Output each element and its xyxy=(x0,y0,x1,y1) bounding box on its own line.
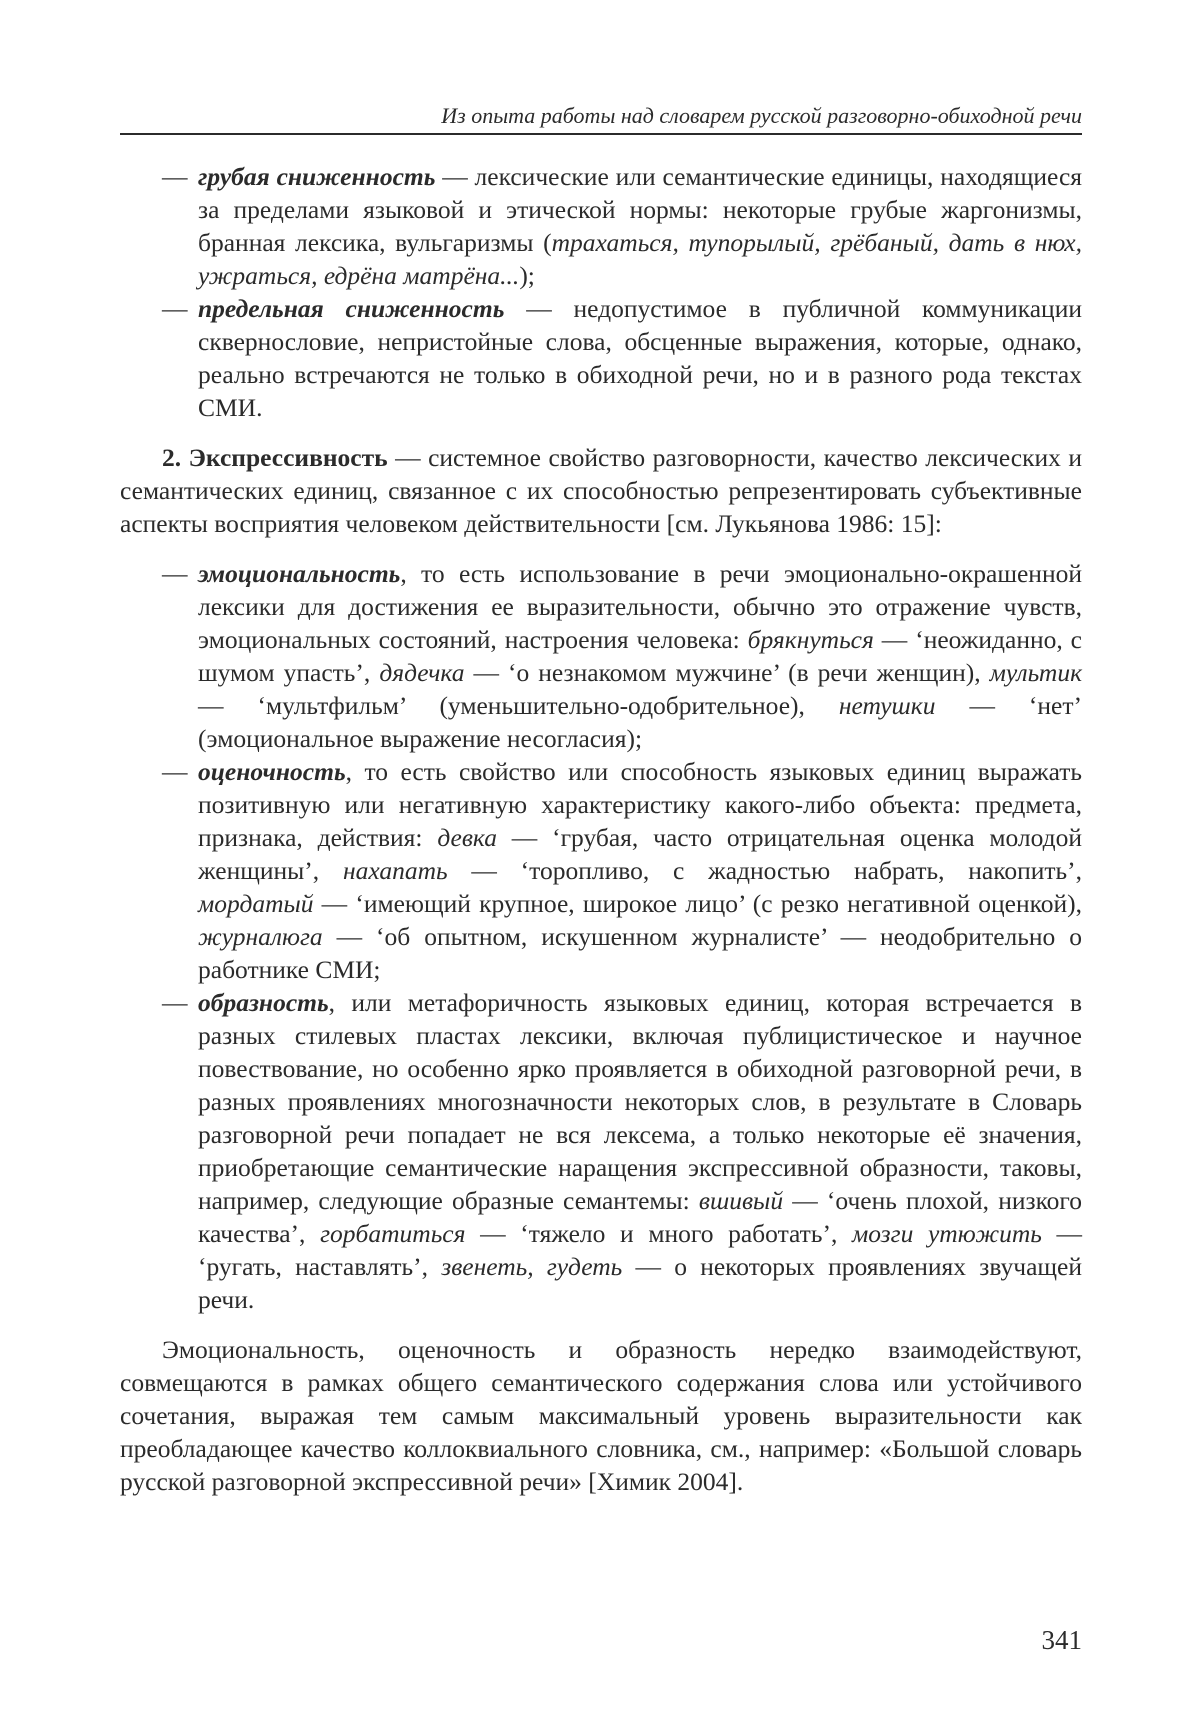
gloss-text: — ‘очень плохой, низкого качества’, xyxy=(198,1186,1082,1248)
example-word: горбатиться xyxy=(320,1219,466,1248)
example-word: журналюга xyxy=(198,922,323,951)
list-item-emotionality xyxy=(120,557,1082,755)
definition-text: , или метафоричность языковых единиц, которая встречается в разных стилевых пластах лексики, включая публицистическое и научное повествование, но особенно ярко проявляется в обиходной разговорной речи, в разных проявлениях многозначности некоторых слов, в результате в Словарь разговорной речи попадает не вся лексема, а только некоторые её значения, приобретающие семантические наращения экспрессивной образности, таковы, например, следующие образные семантемы: xyxy=(198,988,1082,1215)
list-dash: — xyxy=(162,294,188,323)
example-word: звенеть, гудеть xyxy=(441,1252,623,1281)
example-words: трахаться, тупорылый, грёбаный, дать в нюх, ужраться, едрёна матрёна... xyxy=(198,228,1082,290)
header-rule xyxy=(120,133,1082,135)
example-word: нетушки xyxy=(838,691,936,720)
example-word: вшивый xyxy=(698,1186,784,1215)
list-item-extreme-lowering xyxy=(120,292,1082,424)
page-number: 341 xyxy=(1041,1625,1082,1655)
gloss-text: — ‘торопливо, с жадностью набрать, накопить’, xyxy=(447,856,1082,885)
example-word: девка xyxy=(437,823,497,852)
definition-text: — лексические или семантические единицы, находящиеся за пределами языковой и этической нормы: некоторые грубые жаргонизмы, бранная лексика, вульгаризмы ( xyxy=(198,162,1083,257)
list-item-coarse-lowering xyxy=(120,160,1082,292)
term: предельная сниженность xyxy=(198,294,505,323)
definition-text: ); xyxy=(519,261,535,290)
gloss-text: — ‘грубая, часто отрицательная оценка молодой женщины’, xyxy=(198,823,1082,885)
gloss-text: — ‘ругать, наставлять’, xyxy=(198,1219,1082,1281)
running-header: Из опыта работы над словарем русской разговорно-обиходной речи xyxy=(441,103,1082,128)
gloss-text: — ‘тяжело и много работать’, xyxy=(465,1219,852,1248)
section-term: Экспрессивность xyxy=(188,443,388,472)
list-dash: — xyxy=(162,757,188,786)
term: образность xyxy=(198,988,329,1017)
gloss-text: — ‘неожиданно, с шумом упасть’, xyxy=(198,625,1082,687)
example-word: мордатый xyxy=(198,889,314,918)
example-word: брякнуться xyxy=(747,625,874,654)
example-word: мультик xyxy=(989,658,1083,687)
term: оценочность xyxy=(198,757,346,786)
term: эмоциональность xyxy=(198,559,401,588)
example-word: дядечка xyxy=(379,658,465,687)
term: грубая сниженность xyxy=(198,162,436,191)
gloss-text: — ‘о незнакомом мужчине’ (в речи женщин), xyxy=(464,658,990,687)
definition-text: — недопустимое в публичной коммуникации сквернословие, непристойные слова, обсценные выражения, которые, однако, реально встречаются не только в обиходной речи, но и в разного рода текстах СМИ. xyxy=(198,294,1082,422)
list-item-evaluativeness xyxy=(120,755,1082,986)
section-text: — системное свойство разговорности, качество лексических и семантических единиц, связанное с их способностью репрезентировать субъективные аспекты восприятия человеком действительности [см. Лукьянова 1986: 15]: xyxy=(120,443,1083,538)
gloss-text: — ‘об опытном, искушенном журналисте’ — неодобрительно о работнике СМИ; xyxy=(198,922,1082,984)
list-dash: — xyxy=(162,559,188,588)
list-dash: — xyxy=(162,988,188,1017)
gloss-text: — ‘мультфильм’ (уменьшительно-одобрительное), xyxy=(198,691,839,720)
closing-paragraph: Эмоциональность, оценочность и образность нередко взаимодействуют, совмещаются в рамках общего семантического содержания слова или устойчивого сочетания, выражая тем самым максимальный уровень выразительности как преобладающее качество коллоквиального словника, см., например: «Большой словарь русской разговорной экспрессивной речи» [Химик 2004]. xyxy=(120,1335,1082,1496)
gloss-text: — ‘имеющий крупное, широкое лицо’ (с резко негативной оценкой), xyxy=(313,889,1082,918)
definition-text: , то есть использование в речи эмоционально-окрашенной лексики для достижения ее выразительности, обычно это отражение чувств, эмоциональных состояний, настроения человека: xyxy=(198,559,1082,654)
gloss-text: — о некоторых проявлениях звучащей речи. xyxy=(198,1252,1082,1314)
definition-text: , то есть свойство или способность языковых единиц выражать позитивную или негативную характеристику какого-либо объекта: предмета, признака, действия: xyxy=(198,757,1082,852)
gloss-text: — ‘нет’ (эмоциональное выражение несогласия); xyxy=(198,691,1082,753)
list-item-imagery xyxy=(120,986,1082,1316)
example-word: мозги утюжить xyxy=(851,1219,1042,1248)
body-text xyxy=(120,160,1082,1498)
section-number: 2. xyxy=(162,443,182,472)
list-dash: — xyxy=(162,162,188,191)
section-expressiveness xyxy=(120,441,1082,540)
example-word: нахапать xyxy=(342,856,448,885)
